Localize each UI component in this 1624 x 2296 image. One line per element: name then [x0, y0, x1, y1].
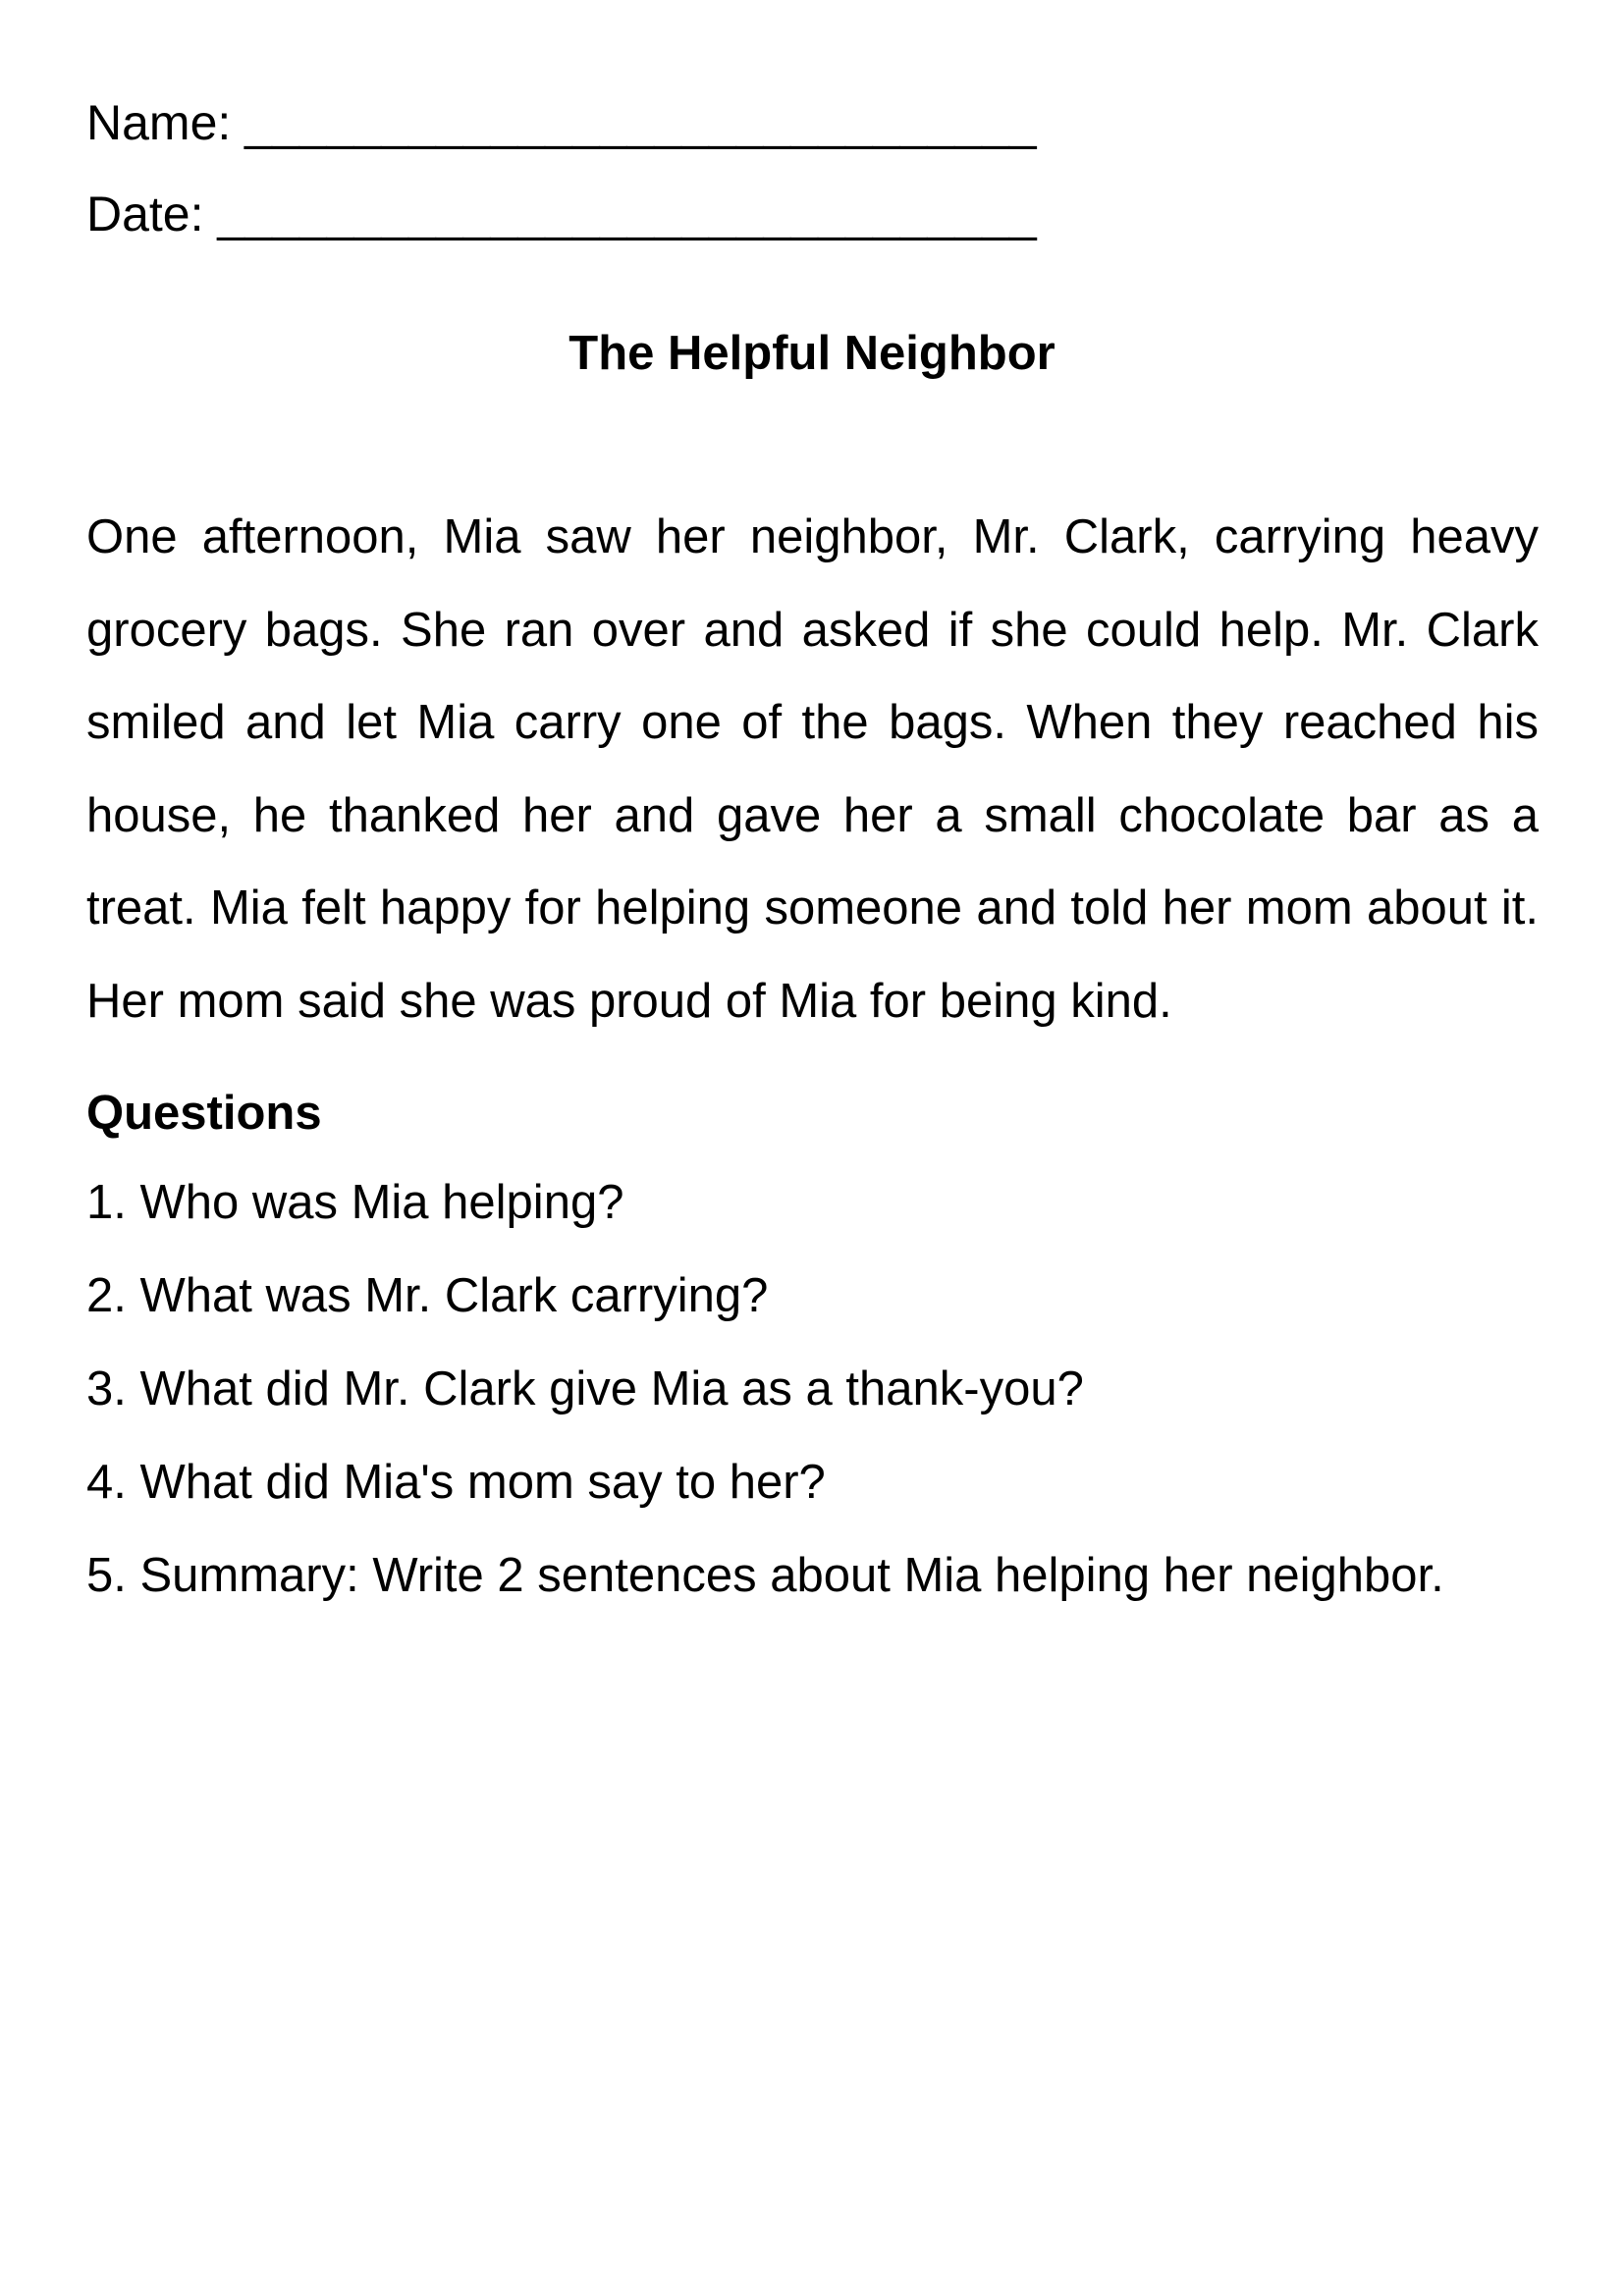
question-item: 4. What did Mia's mom say to her?	[86, 1456, 826, 1509]
question-item: 1. Who was Mia helping?	[86, 1176, 624, 1229]
question-item: 3. What did Mr. Clark give Mia as a thank-you?	[86, 1362, 1084, 1415]
questions-heading: Questions	[86, 1087, 322, 1140]
name-field: Name: _____________________________	[86, 95, 1037, 150]
story-paragraph: One afternoon, Mia saw her neighbor, Mr. Clark, carrying heavy grocery bags. She ran over and asked if she could help. Mr. Clark smiled and let Mia carry one of the bags. When they reached his house, he thanked her and gave her a small chocolate bar as a treat. Mia felt happy for helping someone and told her mom about it. Her mom said she was proud of Mia for being kind.	[86, 510, 1539, 1028]
story-title: The Helpful Neighbor	[568, 327, 1056, 380]
date-field: Date: ______________________________	[86, 187, 1037, 241]
question-list	[86, 1173, 1539, 1639]
question-item: 5. Summary: Write 2 sentences about Mia helping her neighbor.	[86, 1549, 1444, 1602]
question-item: 2. What was Mr. Clark carrying?	[86, 1269, 769, 1322]
